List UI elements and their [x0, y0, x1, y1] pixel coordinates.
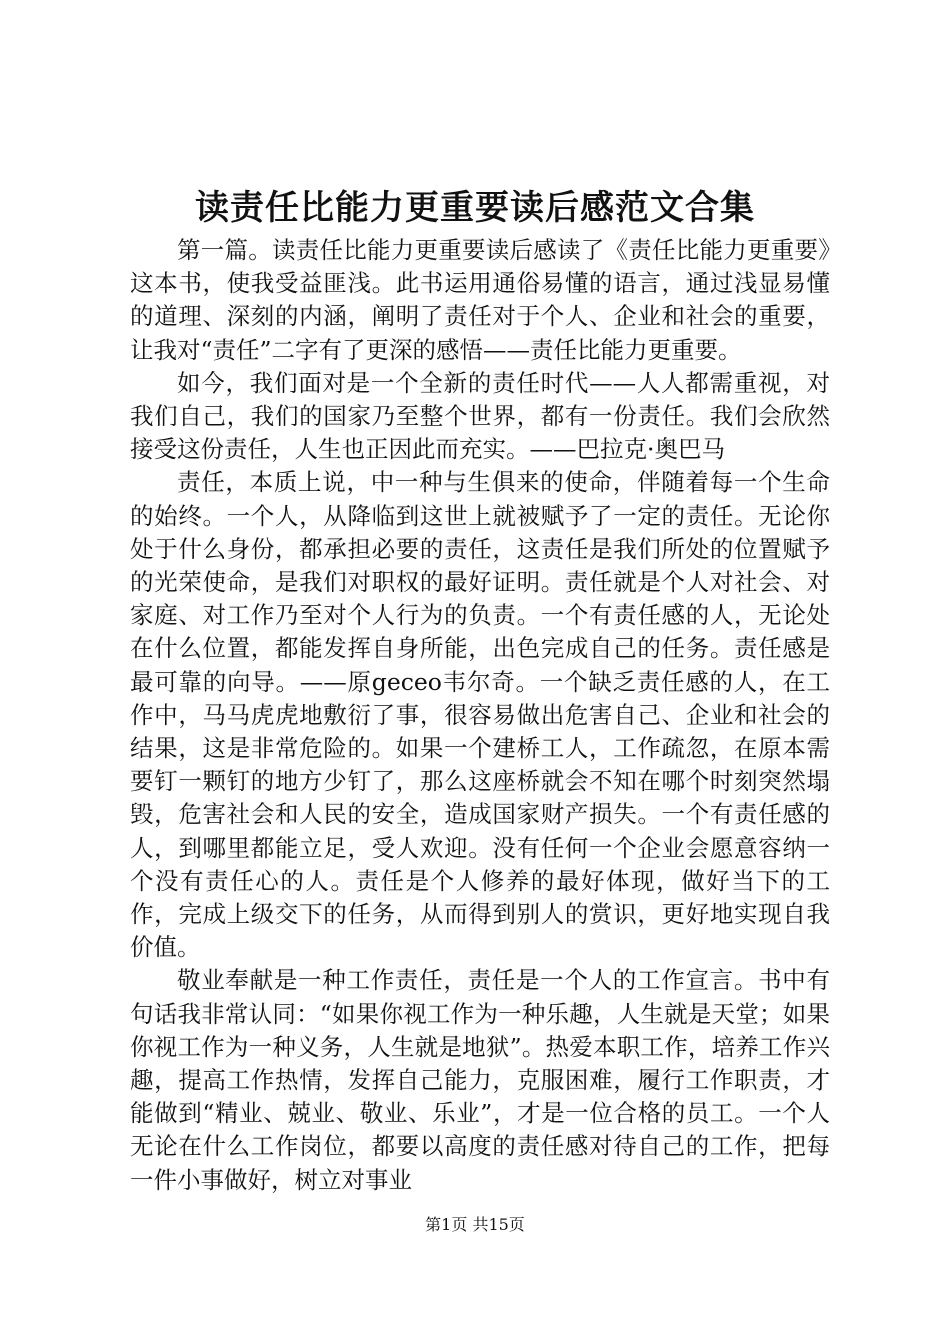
paragraph-4: 敬业奉献是一种工作责任，责任是一个人的工作宣言。书中有句话我非常认同：“如果你视工作为一种乐趣，人生就是天堂；如果你视工作为一种义务，人生就是地狱”。热爱本职工作，培养工作兴趣，提高工作热情，发挥自己能力，克服困难，履行工作职责，才能做到“精业、兢业、敬业、乐业”，才是一位合格的员工。一个人无论在什么工作岗位，都要以高度的责任感对待自己的工作，把每一件小事做好，树立对事业 — [130, 966, 830, 1194]
document-title: 读责任比能力更重要读后感范文合集 — [195, 188, 755, 228]
paragraph-2: 如今，我们面对是一个全新的责任时代——人人都需重视，对我们自己，我们的国家乃至整个世界，都有一份责任。我们会欣然接受这份责任，人生也正因此而充实。——巴拉克·奥巴马 — [130, 368, 830, 464]
paragraph-1: 第一篇。读责任比能力更重要读后感读了《责任比能力更重要》这本书，使我受益匪浅。此书运用通俗易懂的语言，通过浅显易懂的道理、深刻的内涵，阐明了责任对于个人、企业和社会的重要，让我对“责任”二字有了更深的感悟——责任比能力更重要。 — [130, 236, 830, 364]
document-body — [130, 234, 830, 1197]
paragraph-3: 责任，本质上说，中一种与生俱来的使命，伴随着每一个生命的始终。一个人，从降临到这世上就被赋予了一定的责任。无论你处于什么身份，都承担必要的责任，这责任是我们所处的位置赋予的光荣使命，是我们对职权的最好证明。责任就是个人对社会、对家庭、对工作乃至对个人行为的负责。一个有责任感的人，无论处在什么位置，都能发挥自身所能，出色完成自己的任务。责任感是最可靠的向导。——原geceo韦尔奇。一个缺乏责任感的人，在工作中，马马虎虎地敷衍了事，很容易做出危害自己、企业和社会的结果，这是非常危险的。如果一个建桥工人，工作疏忽，在原本需要钉一颗钉的地方少钉了，那么这座桥就会不知在哪个时刻突然塌毁，危害社会和人民的安全，造成国家财产损失。一个有责任感的人，到哪里都能立足，受人欢迎。没有任何一个企业会愿意容纳一个没有责任心的人。责任是个人修养的最好体现，做好当下的工作，完成上级交下的任务，从而得到别人的赏识，更好地实现自我价值。 — [130, 468, 830, 962]
page-footer: 第1页 共15页 — [425, 1215, 525, 1234]
